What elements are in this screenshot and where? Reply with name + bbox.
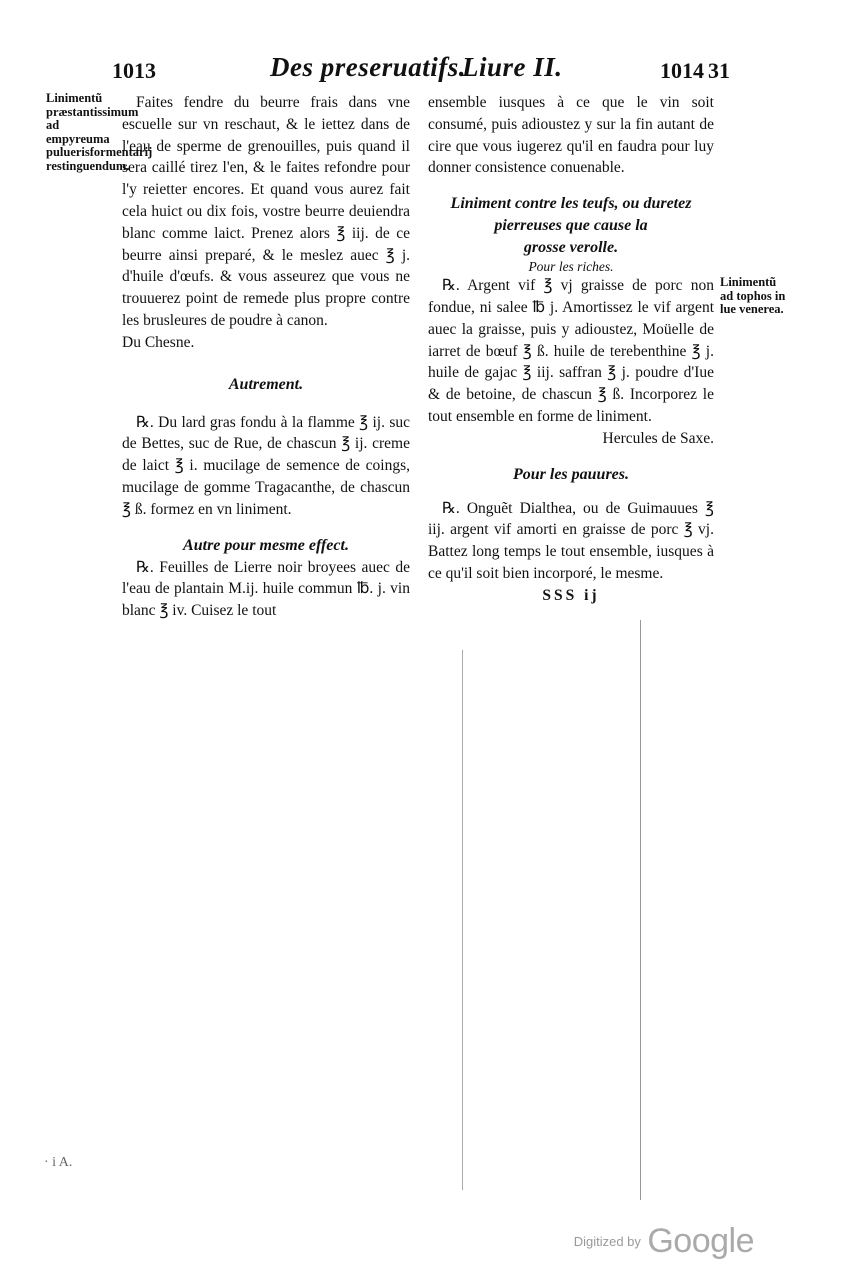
heading-liniment-teufs: Liniment contre les teufs, ou duretez pierreuses que cause la: [450, 195, 692, 235]
page-number-fragment: 31: [708, 58, 730, 83]
paragraph-lard-liniment: ℞. Du lard gras fondu à la flamme ℥ ij. suc de Bettes, suc de Rue, de chascun ℥ ij. creme de laict ℥ i. mucilage de semence de coings, mucilage de gomme Tragacanthe, de chascun ℥ ß. formez en vn liniment.: [122, 413, 410, 518]
author-du-chesne: Du Chesne.: [122, 333, 195, 351]
heading-autrement: Autrement.: [228, 375, 304, 393]
left-margin-note: Linimentũ præstantissimum ad empyreuma puluerisformentarij restinguendum.: [46, 91, 153, 173]
bleed-rule-right: [640, 620, 641, 1200]
page-number-right: 1014: [660, 58, 704, 83]
subheading-pour-les-riches: Pour les riches.: [528, 259, 614, 275]
book-label: Liure II.: [462, 52, 563, 82]
paragraph-argent-vif: ℞. Argent vif ℥ vj graisse de porc non fondue, ni salee ℔ j. Amortissez le vif argent auec la graisse, puis y adioustez, Moüelle de iarret de bœuf ℥ ß. huile de terebenthine ℥ j. huile de gajac ℥ iij. saffran ℥ j. poudre d'Iue & de betoine, de chascun ℥ ß. Incorporez le tout ensemble en forme de liniment.: [428, 277, 714, 425]
google-watermark: [574, 1222, 754, 1261]
heading-autre-pour-mesme-effect: Autre pour mesme effect.: [183, 536, 349, 554]
google-logo-icon: Google: [647, 1222, 754, 1260]
heading-pour-les-pauures: Pour les pauures.: [512, 465, 630, 483]
paragraph-continuation: ensemble iusques à ce que le vin soit consumé, puis adioustez y sur la fin autant de cire que vous iugerez qu'il en faudra pour luy donner consistence conuenable.: [428, 94, 714, 177]
paragraph-lierre-liniment: ℞. Feuilles de Lierre noir broyees auec de l'eau de plantain M.ij. huile commun ℔. j. vin blanc ℥ iv. Cuisez le tout: [122, 558, 410, 620]
right-column: [428, 92, 714, 607]
watermark-prefix: Digitized by: [573, 1234, 641, 1249]
paragraph-butter-remedy: Faites fendre du beurre frais dans vne escuelle sur vn reschaut, & le iettez dans de l'eau de sperme de grenouilles, puis quand il sera caillé tirez l'en, & le faites refondre pour l'y reietter encores. Et quand vous aurez fait cela huict ou dix fois, vostre beurre deuiendra blanc comme laict. Prenez alors ℥ iij. de ce beurre ainsi preparé, & le meslez auec ℥ j. d'huile d'œufs. & vous asseurez que vous ne trouuerez point de remede plus propre contre les brusleures de poudre à canon.: [122, 94, 410, 329]
left-column: [122, 92, 410, 622]
author-hercules-de-saxe: Hercules de Saxe.: [602, 429, 714, 447]
signature-mark: SSS ij: [542, 586, 600, 604]
page-number-left: 1013: [112, 58, 156, 83]
paragraph-onguent-dialthea: ℞. Onguẽt Dialthea, ou de Guimauues ℥ iij. argent vif amorti en graisse de porc ℥ vj. Battez long temps le tout ensemble, iusques à ce qu'il soit bien incorporé, le mesme.: [428, 499, 714, 582]
heading-grosse-verolle: grosse verolle.: [523, 239, 619, 257]
bleed-mark: · i A.: [44, 1155, 73, 1170]
bleed-rule-center: [462, 650, 463, 1190]
running-title: Des preseruatifs.: [270, 52, 466, 82]
right-margin-note: Linimentũ ad tophos in lue venerea.: [720, 275, 786, 316]
